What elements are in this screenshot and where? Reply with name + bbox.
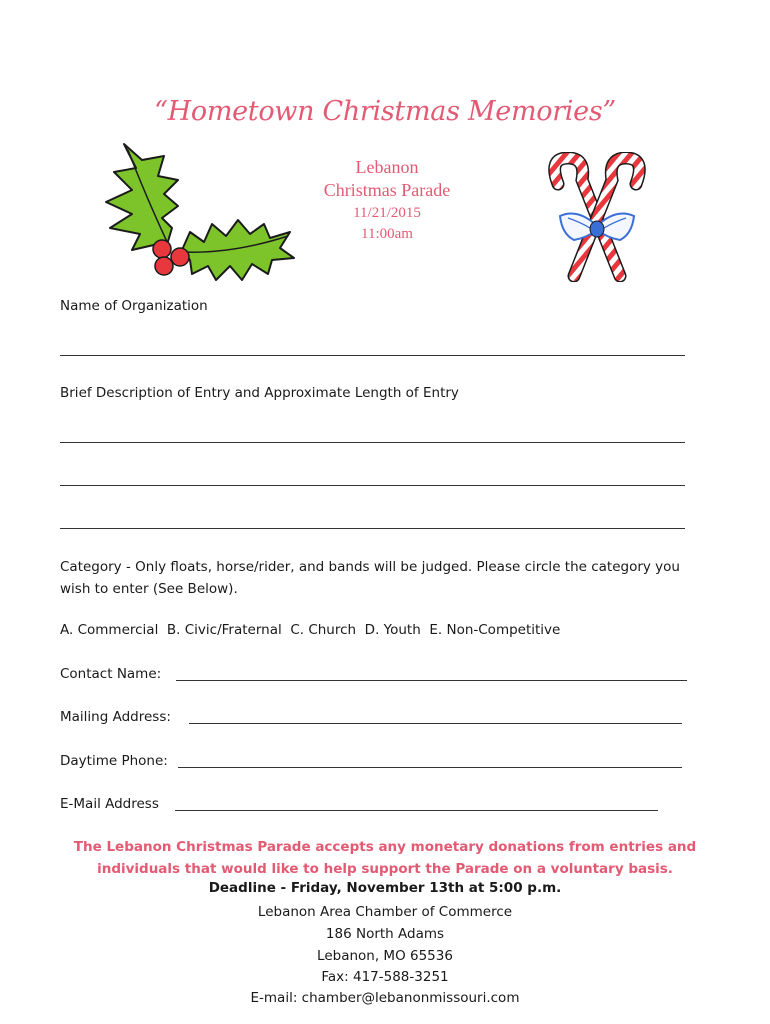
event-date: 11/21/2015 xyxy=(353,205,421,221)
entry-description-field-1[interactable] xyxy=(60,442,685,443)
event-name-line2: Christmas Parade xyxy=(323,180,451,200)
entry-description-field-2[interactable] xyxy=(60,485,685,486)
chamber-name: Lebanon Area Chamber of Commerce xyxy=(257,904,513,920)
daytime-phone-field[interactable] xyxy=(178,767,682,768)
event-time: 11:00am xyxy=(361,226,413,242)
org-name-field[interactable] xyxy=(60,355,685,356)
daytime-phone-label: Daytime Phone: xyxy=(60,753,168,769)
entry-description-field-3[interactable] xyxy=(60,528,685,529)
city-state-zip: Lebanon, MO 65536 xyxy=(317,948,453,964)
contact-email: E-mail: chamber@lebanonmissouri.com xyxy=(250,990,520,1006)
fax-number: Fax: 417-588-3251 xyxy=(321,969,449,985)
category-paragraph xyxy=(60,556,700,600)
mailing-address-label: Mailing Address: xyxy=(60,709,171,725)
category-options: A. Commercial B. Civic/Fraternal C. Church D. Youth E. Non-Competitive xyxy=(60,622,561,638)
street-address: 186 North Adams xyxy=(325,926,445,942)
candy-cane-icon xyxy=(538,152,656,282)
event-name-line1: Lebanon xyxy=(355,157,419,177)
category-description: - Only floats, horse/rider, and bands will be judged. Please circle the category you wish to enter (See Below). xyxy=(60,559,680,597)
entry-description-label: Brief Description of Entry and Approximate Length of Entry xyxy=(60,385,459,401)
category-title: Category xyxy=(60,559,122,575)
org-name-label: Name of Organization xyxy=(60,298,208,314)
email-address-label: E-Mail Address xyxy=(60,796,159,812)
page-title: “Hometown Christmas Memories” xyxy=(154,96,616,127)
contact-name-label: Contact Name: xyxy=(60,666,162,682)
mailing-address-field[interactable] xyxy=(189,723,682,724)
holly-icon xyxy=(92,132,297,287)
contact-name-field[interactable] xyxy=(176,680,687,681)
deadline-text: Deadline - Friday, November 13th at 5:00 p.m. xyxy=(208,880,562,896)
donation-notice: The Lebanon Christmas Parade accepts any monetary donations from entries and individuals that would like to help support the Parade on a voluntary basis. xyxy=(73,839,697,877)
email-address-field[interactable] xyxy=(175,810,658,811)
